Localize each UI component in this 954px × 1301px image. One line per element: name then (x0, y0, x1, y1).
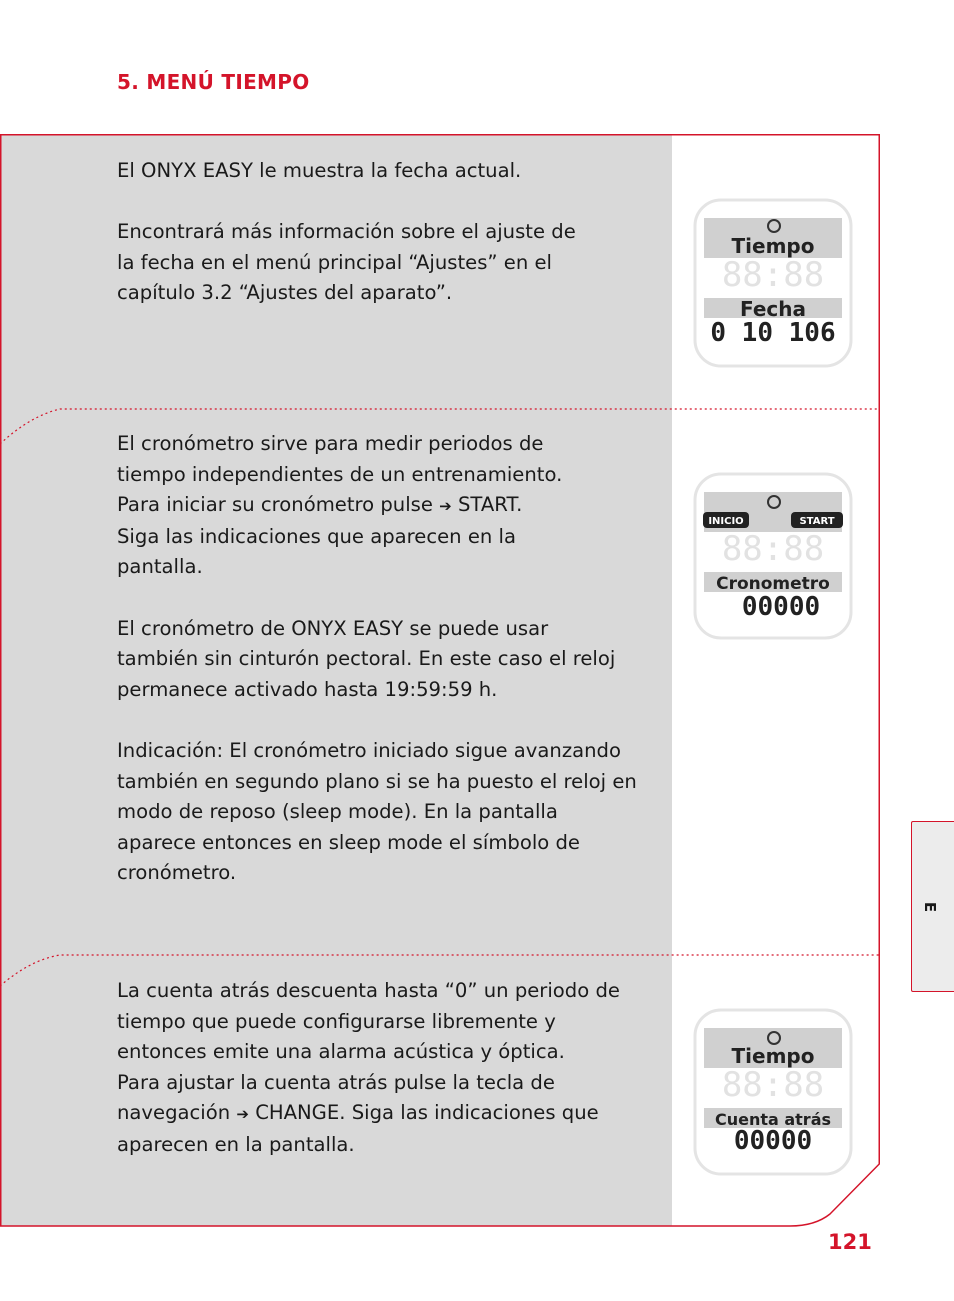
arrow-right-icon: ➔ (439, 497, 452, 516)
display-value: 0 10 106 (710, 318, 836, 348)
display-top-label: Tiempo (731, 1044, 815, 1068)
paragraph-text: Para ajustar la cuenta atrás pulse la tecla de navegación (117, 1070, 555, 1125)
watch-display-date (693, 198, 855, 370)
watch-display-stopwatch (693, 472, 855, 642)
display-mode-label: Cuenta atrás (714, 1110, 832, 1129)
display-value: 00000 (741, 592, 821, 622)
display-mode-label: Fecha (739, 297, 807, 321)
page-number: 121 (828, 1230, 872, 1254)
section-stopwatch (117, 429, 647, 889)
watch-display-countdown (693, 1008, 855, 1178)
display-value: 00000 (733, 1126, 813, 1156)
language-tab (911, 821, 954, 992)
paragraph: La cuenta atrás descuenta hasta “0” un periodo de tiempo que puede configurarse libremente y entonces emite una alarma acústica y óptica. (117, 979, 620, 1064)
paragraph: El cronómetro de ONYX EASY se puede usar también sin cinturón pectoral. En este caso el reloj permanece activado hasta 19:59:59 h. (117, 616, 616, 701)
paragraph: El ONYX EASY le muestra la fecha actual. (117, 159, 522, 182)
paragraph-text: Para iniciar su cronómetro pulse (117, 493, 433, 517)
svg-text:88:88: 88:88 (721, 529, 825, 569)
chapter-title: 5. MENÚ TIEMPO (117, 70, 310, 94)
paragraph: Siga las indicaciones que aparecen en la pantalla. (117, 524, 516, 579)
display-top-label: Tiempo (731, 234, 815, 258)
paragraph (117, 1068, 637, 1161)
display-left-button: INICIO (708, 516, 744, 527)
paragraph: Encontrará más información sobre el ajuste de la fecha en el menú principal “Ajustes” en el capítulo 3.2 “Ajustes del aparato”. (117, 220, 576, 305)
display-mode-label: Cronometro (716, 574, 830, 594)
paragraph (117, 490, 647, 522)
arrow-right-icon: ➔ (236, 1105, 249, 1124)
section-date (117, 156, 647, 309)
language-tab-letter: E (921, 901, 940, 913)
paragraph-text: CHANGE. Siga las indicaciones que aparecen en la pantalla. (117, 1101, 599, 1156)
display-right-button: START (799, 516, 835, 527)
paragraph-text: START. (457, 493, 523, 517)
svg-text:88:88: 88:88 (721, 255, 825, 295)
paragraph: Indicación: El cronómetro iniciado sigue avanzando también en segundo plano si se ha puesto el reloj en modo de reposo (sleep mode). En la pantalla aparece entonces en sleep mode el símbolo de cronómetro. (117, 738, 637, 885)
paragraph: El cronómetro sirve para medir periodos de tiempo independientes de un entrenamiento. (117, 432, 563, 486)
section-countdown (117, 976, 647, 1161)
svg-text:88:88: 88:88 (721, 1065, 825, 1105)
